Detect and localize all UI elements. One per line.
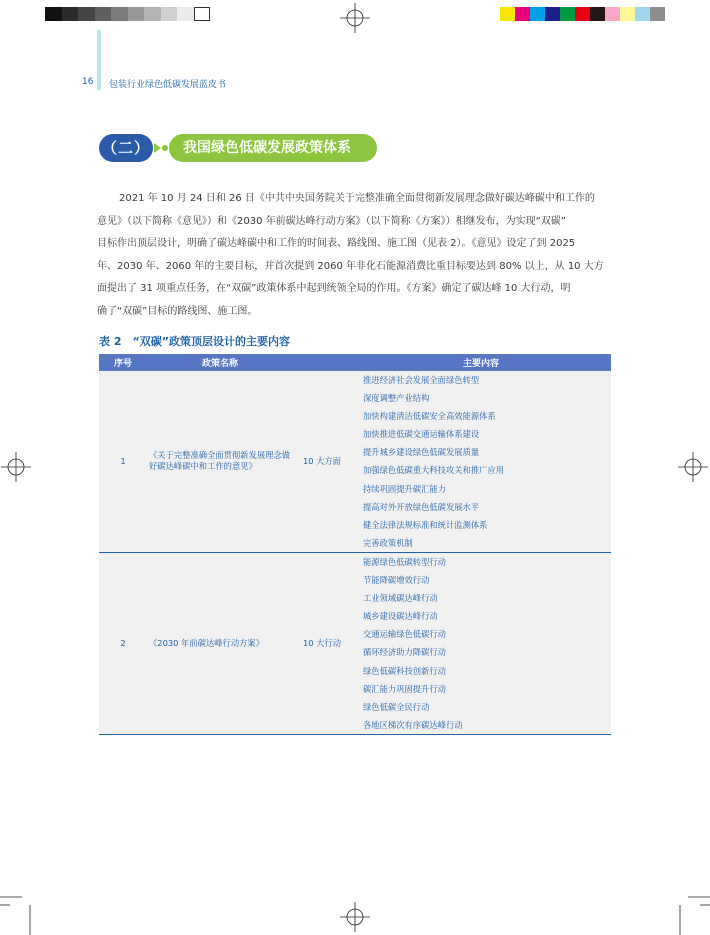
registration-target-top-icon xyxy=(340,3,370,33)
header-cell-content: 主要内容 xyxy=(351,354,611,371)
page-number: 16 xyxy=(82,77,94,87)
list-item: 碳汇能力巩固提升行动 xyxy=(363,683,446,694)
list-item: 深度调整产业结构 xyxy=(363,393,430,404)
list-item: 提升城乡建设绿色低碳发展质量 xyxy=(363,447,480,458)
list-item: 完善政策机制 xyxy=(363,537,413,548)
list-item: 循环经济助力降碳行动 xyxy=(363,647,446,658)
header-cell-name: 政策名称 xyxy=(147,354,293,371)
policy-name: 《关于完整准确全面贯彻新发展理念做好碳达峰碳中和工作的意见》 xyxy=(147,371,293,552)
header-accent-bar xyxy=(97,30,101,90)
policy-name: 《2030 年前碳达峰行动方案》 xyxy=(147,552,293,734)
list-item: 绿色低碳科技创新行动 xyxy=(363,665,446,676)
header-cell-no: 序号 xyxy=(99,354,147,371)
table-caption: 表 2 “双碳”政策顶层设计的主要内容 xyxy=(99,335,290,348)
body-paragraph xyxy=(97,188,613,323)
row-number: 2 xyxy=(99,552,147,734)
list-item: 加强绿色低碳重大科技攻关和推广应用 xyxy=(363,465,505,476)
section-number: （二） xyxy=(99,134,153,162)
paragraph-line: 确了“双碳”目标的路线图、施工图。 xyxy=(97,305,258,317)
policy-scope: 10 大行动 xyxy=(293,552,351,734)
list-item: 绿色低碳全民行动 xyxy=(363,701,430,712)
paragraph-line: 2021 年 10 月 24 日和 26 日《中共中央国务院关于完整准确全面贯彻新发展理念做好碳达峰碳中和工作的 xyxy=(119,193,595,204)
list-item: 健全法律法规标准和统计监测体系 xyxy=(363,519,488,530)
paragraph-line: 面提出了 31 项重点任务，在“双碳”政策体系中起到统领全局的作用。《方案》确定了碳达峰 10 大行动，明 xyxy=(97,283,571,294)
list-item: 加快构建清洁低碳安全高效能源体系 xyxy=(363,411,496,422)
registration-target-right-icon xyxy=(678,452,708,482)
list-item: 提高对外开放绿色低碳发展水平 xyxy=(363,501,480,512)
list-item: 工业领域碳达峰行动 xyxy=(363,593,438,604)
policy-table xyxy=(99,354,611,735)
table-row xyxy=(99,552,611,734)
arrow-icon xyxy=(154,143,161,153)
list-item: 推进经济社会发展全面绿色转型 xyxy=(363,375,480,385)
running-title: 包装行业绿色低碳发展蓝皮书 xyxy=(109,80,227,90)
table-row xyxy=(99,371,611,552)
registration-target-bottom-icon xyxy=(340,902,370,932)
section-heading xyxy=(99,134,379,162)
list-item: 能源绿色低碳转型行动 xyxy=(363,556,446,567)
list-item: 持续巩固提升碳汇能力 xyxy=(363,483,446,494)
content-list xyxy=(351,371,611,552)
content-list xyxy=(351,552,611,734)
policy-scope: 10 大方面 xyxy=(293,371,351,552)
paragraph-line: 意见》（以下简称《意见》）和《2030 年前碳达峰行动方案》（以下简称《方案》）相继发布，为实现“双碳” xyxy=(97,215,566,227)
list-item: 节能降碳增效行动 xyxy=(363,575,430,586)
paragraph-line: 年、2030 年、2060 年的主要目标，并首次提到 2060 年非化石能源消费比重目标要达到 80% 以上，从 10 大方 xyxy=(97,260,604,272)
list-item: 各地区梯次有序碳达峰行动 xyxy=(363,719,463,730)
paragraph-line: 目标作出顶层设计，明确了碳达峰碳中和工作的时间表、路线图、施工图（见表 2）。《意见》设定了到 2025 xyxy=(97,238,576,249)
row-number: 1 xyxy=(99,371,147,552)
list-item: 加快推进低碳交通运输体系建设 xyxy=(363,429,480,440)
list-item: 城乡建设碳达峰行动 xyxy=(363,611,438,622)
header-cell-scope xyxy=(293,354,351,371)
list-item: 交通运输绿色低碳行动 xyxy=(363,629,446,640)
dot-icon xyxy=(162,145,168,151)
table-header-row xyxy=(99,354,611,371)
section-title: 我国绿色低碳发展政策体系 xyxy=(169,134,377,162)
registration-target-left-icon xyxy=(1,452,31,482)
